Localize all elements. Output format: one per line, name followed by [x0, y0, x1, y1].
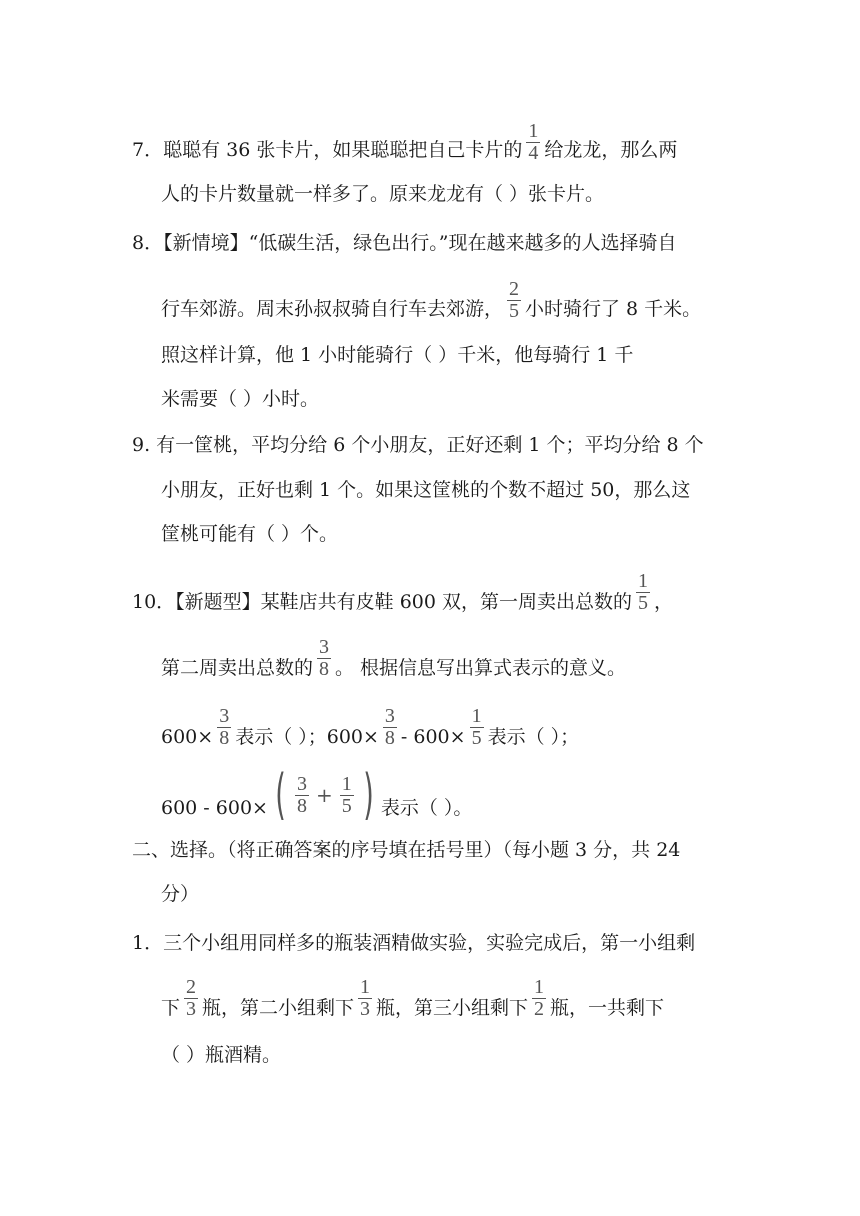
q10-line1	[132, 569, 674, 614]
q10-expr-a: 600×	[161, 726, 214, 748]
q7-text-a: 7．聪聪有 36 张卡片，如果聪聪把自己卡片的	[132, 139, 523, 161]
fraction-denominator: 2	[534, 997, 545, 1020]
fraction-numerator: 3	[297, 772, 308, 795]
fraction-denominator: 8	[384, 726, 395, 749]
fraction-numerator: 1	[638, 569, 649, 592]
q10-expr-e: 600 - 600×	[161, 797, 268, 819]
q10-expr-d: 表示（ ）；	[487, 726, 580, 748]
s2q1-text-a: 下	[161, 997, 181, 1019]
fraction-numerator: 1	[360, 975, 371, 998]
s2q1-line2	[161, 975, 665, 1020]
q7-text-b: 给龙龙，那么两	[544, 139, 678, 161]
q10-fraction-4	[383, 704, 397, 749]
q8-line1: 8．【新情境】“低碳生活，绿色出行。”现在越来越多的人选择骑自	[132, 232, 677, 254]
s2q1-fraction-1	[184, 975, 198, 1020]
q8-line2	[161, 277, 702, 322]
fraction-denominator: 3	[186, 997, 197, 1020]
q10-line3	[161, 704, 580, 749]
s2q1-text-d: 瓶，一共剩下	[550, 997, 665, 1019]
q10-paren-expression	[270, 763, 379, 826]
fraction-denominator: 5	[509, 299, 520, 322]
fraction-denominator: 8	[219, 726, 230, 749]
plus-sign: +	[316, 783, 333, 807]
section2-line1: 二、选择。（将正确答案的序号填在括号里）（每小题 3 分，共 24	[132, 839, 681, 861]
fraction-numerator: 1	[341, 772, 352, 795]
q10-line4	[161, 763, 473, 826]
fraction-numerator: 2	[509, 277, 520, 300]
q8-line3: 照这样计算，他 1 小时能骑行（ ）千米，他每骑行 1 千	[161, 344, 634, 366]
q10-line2	[161, 635, 627, 680]
fraction-numerator: 1	[528, 119, 539, 142]
q10-text-b: ，	[654, 591, 674, 613]
q9-line1: 9. 有一筐桃，平均分给 6 个小朋友，正好还剩 1 个；平均分给 8 个	[132, 434, 704, 456]
fraction-denominator: 3	[360, 997, 371, 1020]
section2-line2: 分）	[161, 883, 200, 905]
q7-fraction	[526, 119, 540, 164]
q8-text-b: 小时骑行了 8 千米。	[525, 298, 702, 320]
q10-fraction-6	[295, 772, 309, 817]
fraction-denominator: 5	[638, 591, 649, 614]
q10-text-c: 第二周卖出总数的	[161, 657, 314, 679]
fraction-denominator: 4	[528, 141, 539, 164]
fraction-numerator: 3	[219, 704, 230, 727]
fraction-denominator: 8	[297, 794, 308, 817]
fraction-denominator: 5	[341, 794, 352, 817]
s2q1-text-c: 瓶，第三小组剩下	[376, 997, 529, 1019]
q8-text-a: 行车郊游。周末孙叔叔骑自行车去郊游，	[161, 298, 504, 320]
left-paren: (	[275, 763, 286, 826]
q10-fraction-2	[317, 635, 331, 680]
fraction-numerator: 2	[186, 975, 197, 998]
q10-fraction-5	[470, 704, 484, 749]
fraction-numerator: 1	[534, 975, 545, 998]
fraction-denominator: 5	[471, 726, 482, 749]
q10-expr-c: - 600×	[400, 726, 466, 748]
q10-fraction-3	[217, 704, 231, 749]
fraction-numerator: 1	[471, 704, 482, 727]
q7-line2: 人的卡片数量就一样多了。原来龙龙有（ ）张卡片。	[161, 183, 605, 205]
q10-text-a: 10．【新题型】某鞋店共有皮鞋 600 双，第一周卖出总数的	[132, 591, 633, 613]
q10-text-d: 。 根据信息写出算式表示的意义。	[335, 657, 627, 679]
q10-fraction-1	[636, 569, 650, 614]
right-paren: )	[363, 763, 374, 826]
s2q1-fraction-2	[358, 975, 372, 1020]
q8-line4: 米需要（ ）小时。	[161, 388, 320, 410]
fraction-numerator: 3	[384, 704, 395, 727]
q8-fraction	[507, 277, 521, 322]
fraction-numerator: 3	[319, 635, 330, 658]
s2q1-line3: （ ）瓶酒精。	[161, 1044, 282, 1066]
q10-fraction-7	[340, 772, 354, 817]
s2q1-text-b: 瓶，第二小组剩下	[202, 997, 355, 1019]
q10-expr-f: 表示（ ）。	[380, 797, 473, 819]
fraction-denominator: 8	[319, 657, 330, 680]
q10-expr-b: 表示（ ）；600×	[235, 726, 379, 748]
s2q1-fraction-3	[532, 975, 546, 1020]
q9-line2: 小朋友，正好也剩 1 个。如果这筐桃的个数不超过 50，那么这	[161, 479, 691, 501]
q7-line1	[132, 119, 678, 164]
s2q1-line1: 1．三个小组用同样多的瓶装酒精做实验，实验完成后，第一小组剩	[132, 932, 696, 954]
q9-line3: 筐桃可能有（ ）个。	[161, 523, 339, 545]
